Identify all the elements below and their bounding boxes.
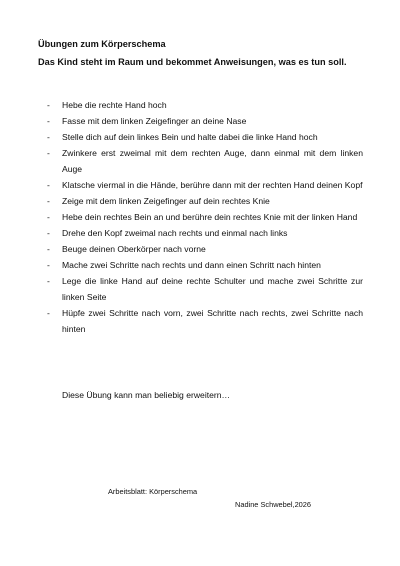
bullet-dash: -: [47, 260, 50, 270]
list-item: [47, 113, 363, 129]
list-item: [47, 145, 363, 177]
list-item: [47, 273, 363, 305]
bullet-dash: -: [47, 308, 50, 318]
list-item: [47, 193, 363, 209]
list-item: [47, 129, 363, 145]
list-item-text: Lege die linke Hand auf deine rechte Schulter und mache zwei Schritte zur linken Seite: [62, 276, 363, 302]
list-item: [47, 241, 363, 257]
list-item-text: Hebe die rechte Hand hoch: [62, 100, 167, 110]
worksheet-label: Arbeitsblatt: Körperschema: [108, 487, 198, 496]
list-item: [47, 257, 363, 273]
list-item-text: Zeige mit dem linken Zeigefinger auf dein rechtes Knie: [62, 196, 270, 206]
author-credit: Nadine Schwebel,2026: [235, 500, 312, 509]
list-item-text: Stelle dich auf dein linkes Bein und halte dabei die linke Hand hoch: [62, 132, 318, 142]
bullet-dash: -: [47, 244, 50, 254]
bullet-dash: -: [47, 180, 50, 190]
bullet-dash: -: [47, 228, 50, 238]
list-item-text: Mache zwei Schritte nach rechts und dann einen Schritt nach hinten: [62, 260, 321, 270]
bullet-dash: -: [47, 132, 50, 142]
closing-note: Diese Übung kann man beliebig erweitern…: [62, 390, 231, 400]
list-item-text: Klatsche viermal in die Hände, berühre dann mit der rechten Hand deinen Kopf: [62, 180, 363, 190]
list-item: [47, 97, 363, 113]
bullet-dash: -: [47, 100, 50, 110]
list-item-text: Hüpfe zwei Schritte nach vorn, zwei Schritte nach rechts, zwei Schritte nach hinten: [62, 308, 363, 334]
list-item: [47, 225, 363, 241]
bullet-dash: -: [47, 116, 50, 126]
list-item-text: Zwinkere erst zweimal mit dem rechten Auge, dann einmal mit dem linken Auge: [62, 148, 363, 174]
list-item: [47, 209, 363, 225]
list-item: [47, 305, 363, 337]
list-item-text: Fasse mit dem linken Zeigefinger an deine Nase: [62, 116, 247, 126]
list-item-text: Hebe dein rechtes Bein an und berühre dein rechtes Knie mit der linken Hand: [62, 212, 358, 222]
document-subtitle: Das Kind steht im Raum und bekommet Anweisungen, was es tun soll.: [38, 57, 347, 67]
list-item-text: Drehe den Kopf zweimal nach rechts und einmal nach links: [62, 228, 288, 238]
list-item: [47, 177, 363, 193]
bullet-dash: -: [47, 148, 50, 158]
exercise-list: [47, 97, 363, 337]
document-title: Übungen zum Körperschema: [38, 39, 166, 49]
bullet-dash: -: [47, 196, 50, 206]
bullet-dash: -: [47, 212, 50, 222]
list-item-text: Beuge deinen Oberkörper nach vorne: [62, 244, 206, 254]
bullet-dash: -: [47, 276, 50, 286]
